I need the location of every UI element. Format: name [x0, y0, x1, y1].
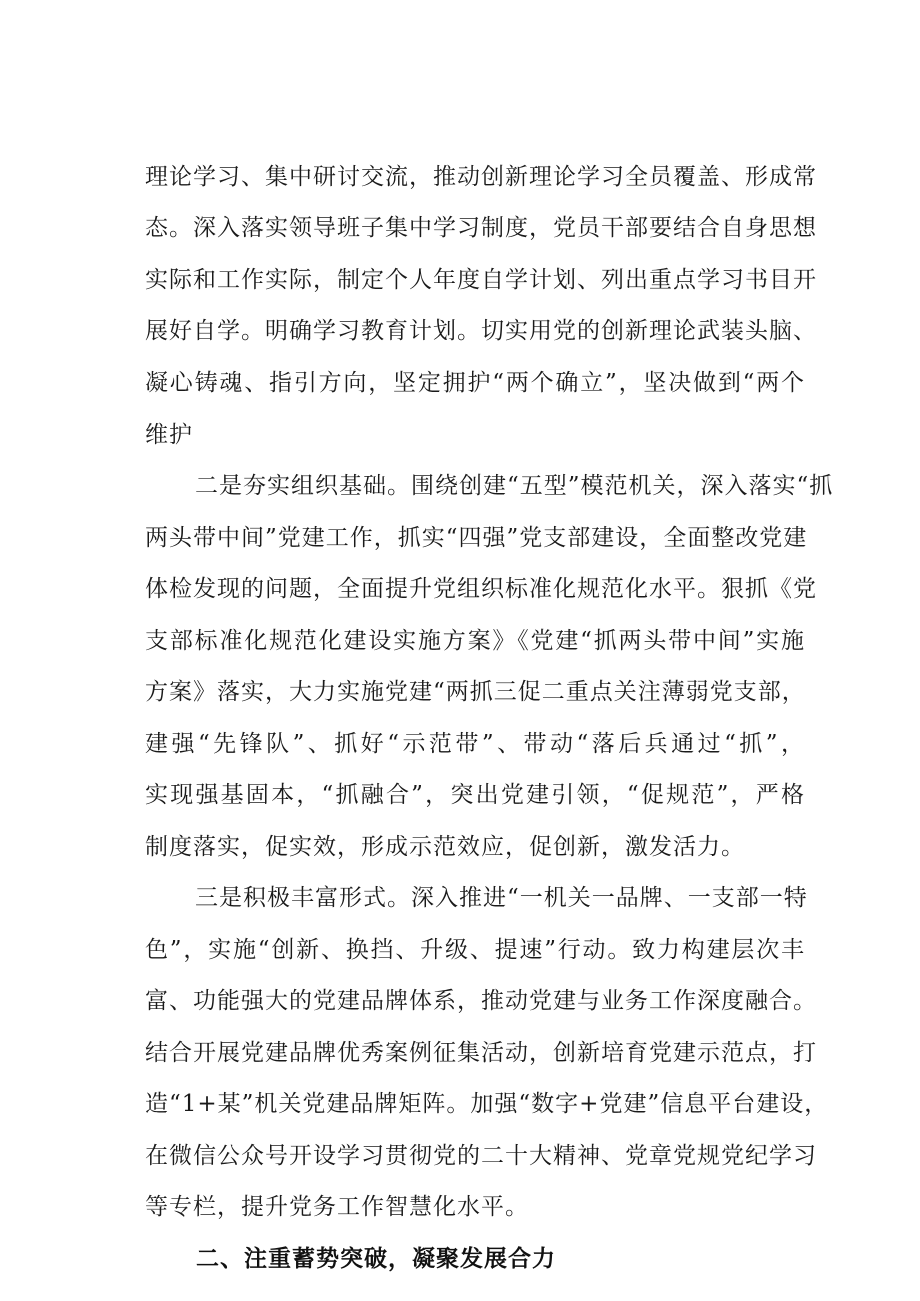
paragraph-line: 三是积极丰富形式。深入推进“一机关一品牌、一支部一特 — [195, 885, 808, 911]
paragraph-line: 支部标准化规范化建设实施方案》《党建“抓两头带中间”实施 — [145, 628, 805, 654]
paragraph-line: 实际和工作实际，制定个人年度自学计划、列出重点学习书目开 — [145, 267, 817, 293]
paragraph-line: 两头带中间”党建工作，抓实“四强”党支部建设，全面整改党建 — [145, 525, 808, 551]
paragraph-line: 凝心铸魂、指引方向，坚定拥护“两个确立”，坚决做到“两个 — [145, 370, 805, 396]
paragraph-line: 方案》落实，大力实施党建“两抓三促二重点关注薄弱党支部， — [145, 679, 806, 705]
paragraph-line: 维护 — [145, 422, 193, 448]
paragraph-line: 展好自学。明确学习教育计划。切实用党的创新理论武装头脑、 — [145, 318, 817, 344]
paragraph-line: 造“1+某”机关党建品牌矩阵。加强“数字+党建”信息平台建设， — [145, 1091, 829, 1117]
paragraph-line: 实现强基固本，“抓融合”，突出党建引领，“促规范”，严格 — [145, 782, 805, 808]
paragraph-line: 在微信公众号开设学习贯彻党的二十大精神、党章党规党纪学习 — [145, 1143, 817, 1169]
paragraph-line: 态。深入落实领导班子集中学习制度，党员干部要结合自身思想 — [145, 215, 817, 241]
paragraph-line: 二是夯实组织基础。围绕创建“五型”模范机关，深入落实“抓 — [195, 473, 834, 499]
paragraph-line: 富、功能强大的党建品牌体系，推动党建与业务工作深度融合。 — [145, 988, 817, 1014]
paragraph-line: 结合开展党建品牌优秀案例征集活动，创新培育党建示范点，打 — [145, 1040, 817, 1066]
paragraph-line: 制度落实，促实效，形成示范效应，促创新，激发活力。 — [145, 834, 745, 860]
paragraph-line: 体检发现的问题，全面提升党组织标准化规范化水平。狠抓《党 — [145, 576, 817, 602]
section-heading: 二、注重蓄势突破，凝聚发展合力 — [196, 1246, 556, 1272]
paragraph-line: 色”，实施“创新、换挡、升级、提速”行动。致力构建层次丰 — [145, 937, 805, 963]
paragraph-line: 建强“先锋队”、抓好“示范带”、带动“落后兵通过“抓”， — [145, 731, 805, 757]
paragraph-line: 等专栏，提升党务工作智慧化水平。 — [145, 1194, 529, 1220]
paragraph-line: 理论学习、集中研讨交流，推动创新理论学习全员覆盖、形成常 — [145, 164, 817, 190]
